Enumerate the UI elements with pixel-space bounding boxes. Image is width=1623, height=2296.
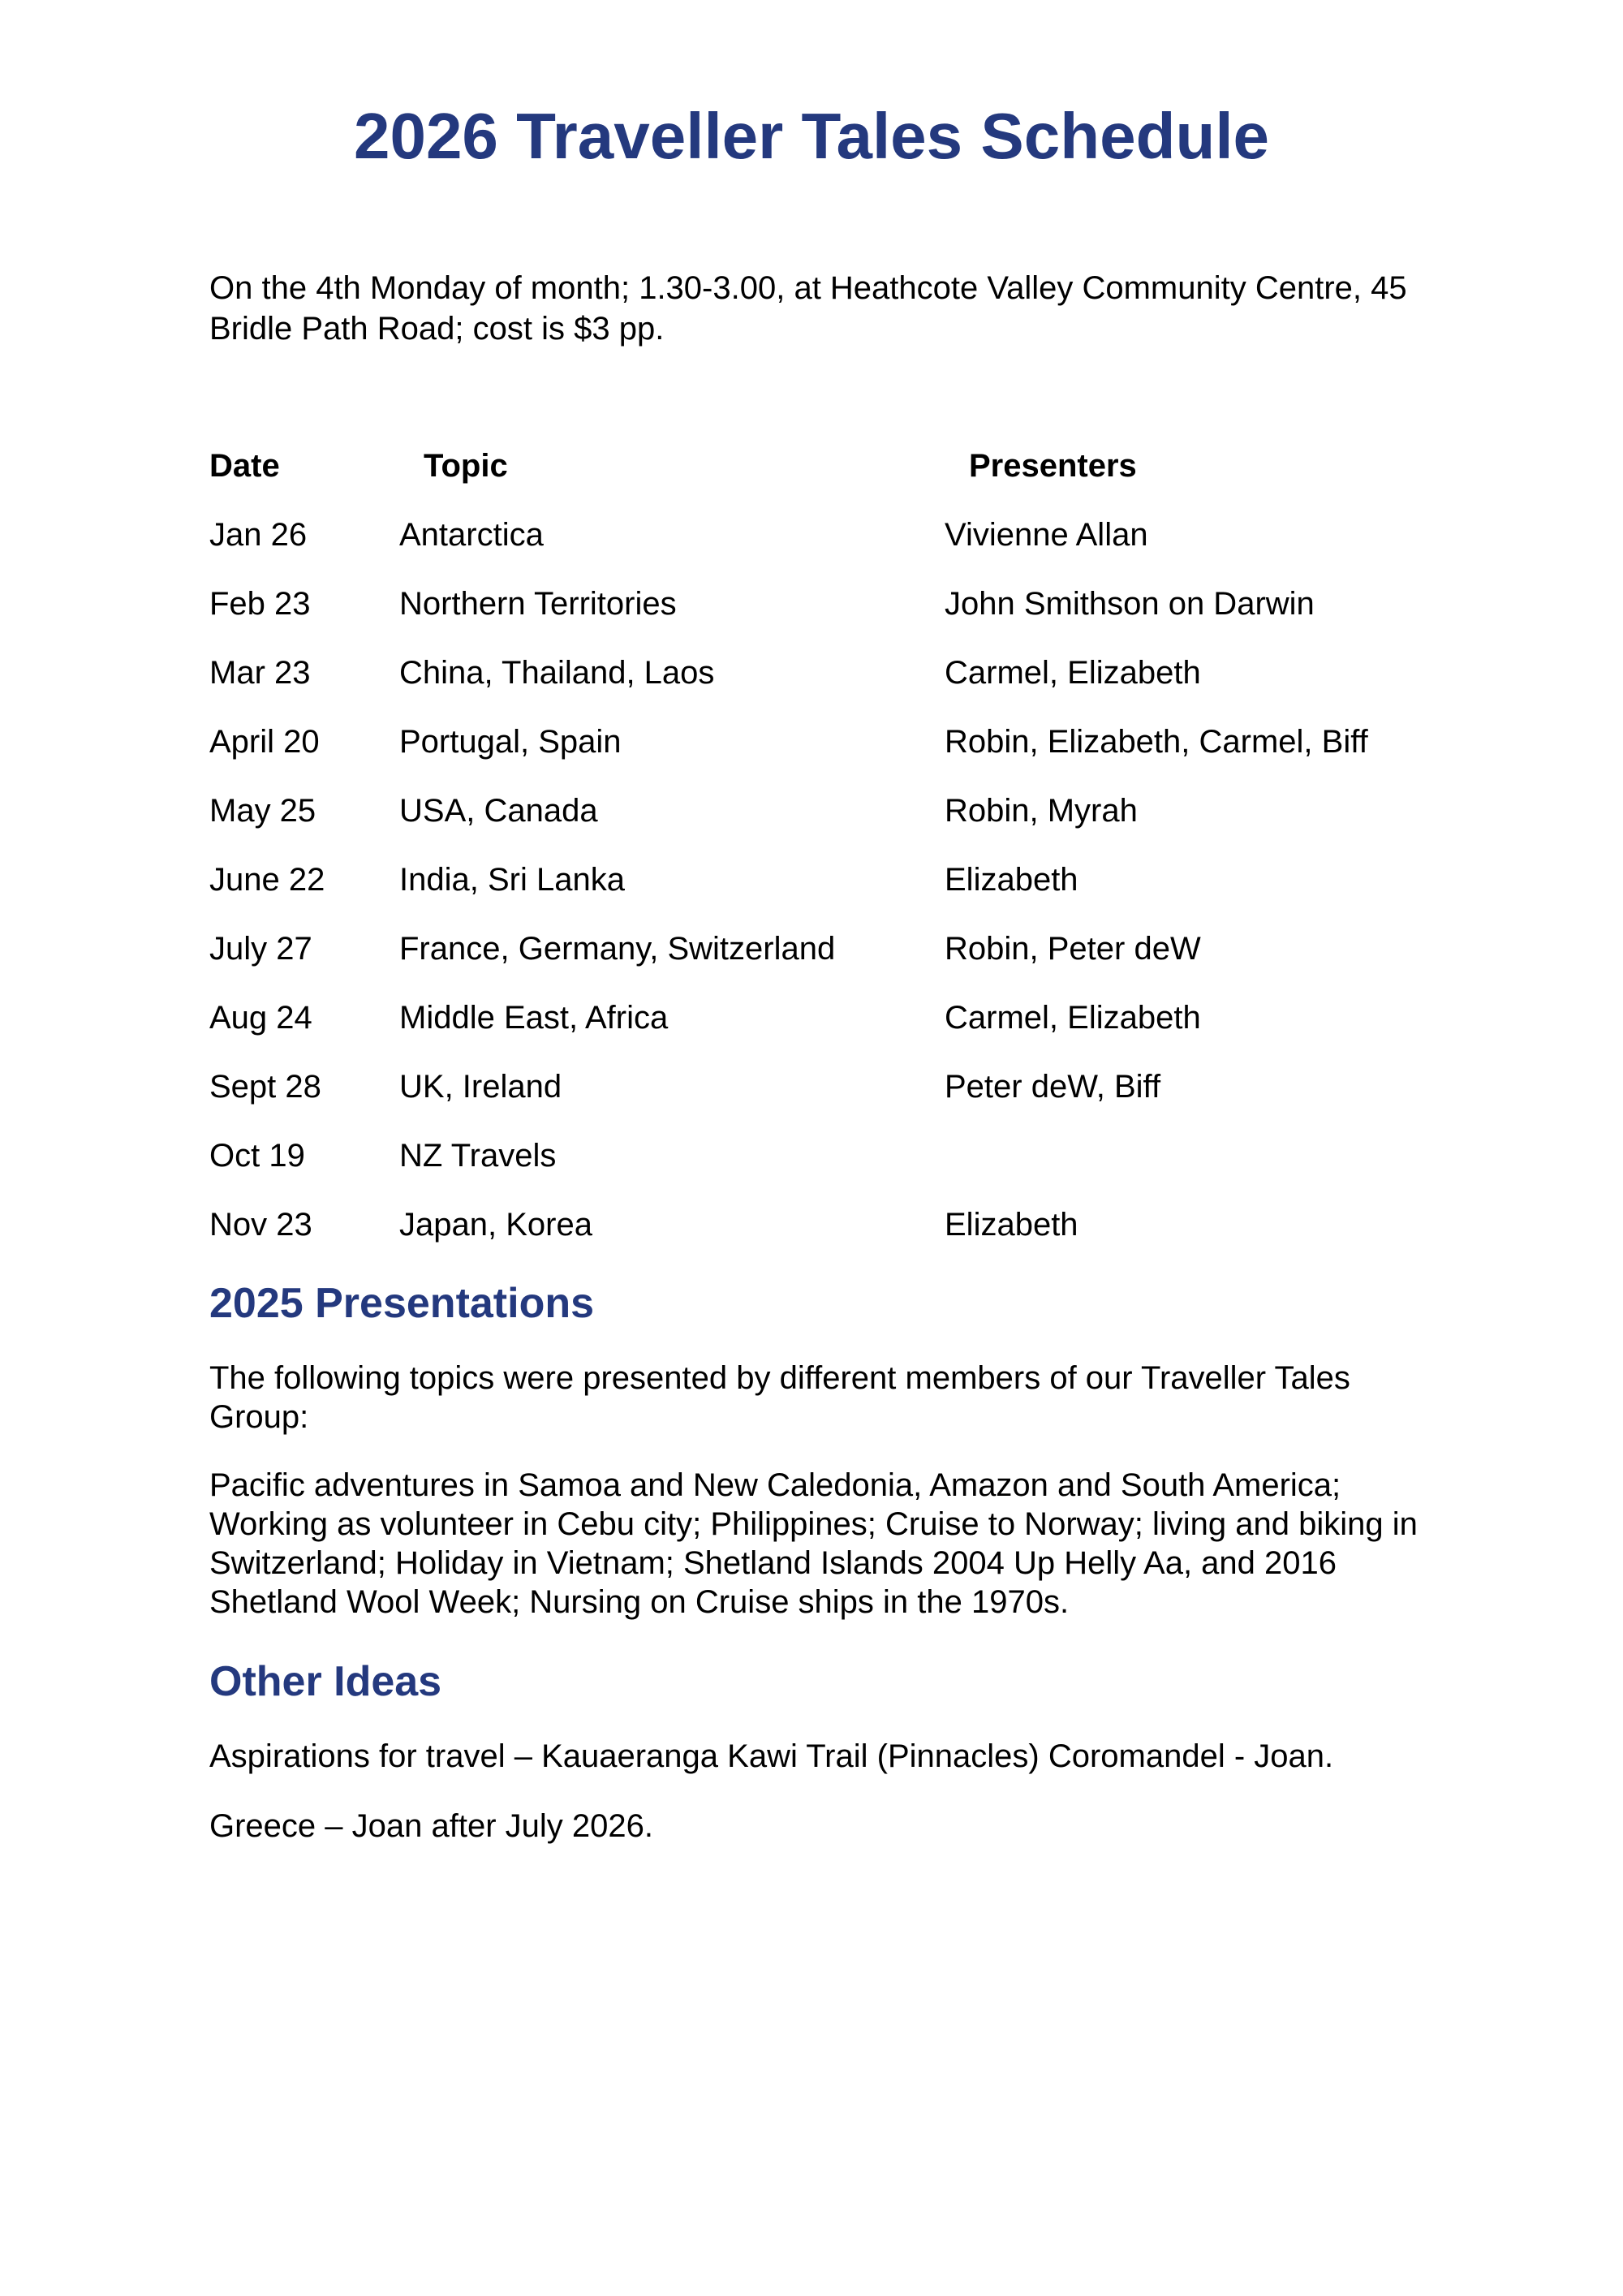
row-topic: NZ Travels xyxy=(399,1138,557,1174)
row-presenters: Elizabeth xyxy=(945,1207,1078,1243)
row-topic: Portugal, Spain xyxy=(399,724,622,760)
row-presenters: Robin, Elizabeth, Carmel, Biff xyxy=(945,724,1368,760)
row-topic: Japan, Korea xyxy=(399,1207,592,1243)
row-topic: UK, Ireland xyxy=(399,1069,562,1105)
table-row xyxy=(209,1000,1427,1069)
row-presenters: Robin, Myrah xyxy=(945,793,1138,829)
table-row xyxy=(209,862,1427,931)
row-topic: USA, Canada xyxy=(399,793,598,829)
header-presenters: Presenters xyxy=(969,448,1137,484)
header-topic: Topic xyxy=(424,448,508,484)
presentations-2025-intro: The following topics were presented by different members of our Traveller Tales Group: xyxy=(209,1360,1350,1435)
row-date: Sept 28 xyxy=(209,1069,321,1105)
table-row xyxy=(209,1138,1427,1207)
row-topic: Northern Territories xyxy=(399,586,677,622)
row-date: Aug 24 xyxy=(209,1000,312,1036)
other-idea-item: Greece – Joan after July 2026. xyxy=(209,1808,653,1844)
intro-text: On the 4th Monday of month; 1.30-3.00, at Heathcote Valley Community Centre, 45 Bridle Path Road; cost is $3 pp. xyxy=(209,270,1407,347)
row-presenters: Carmel, Elizabeth xyxy=(945,655,1201,691)
schedule-table xyxy=(209,448,1427,1243)
table-row xyxy=(209,931,1427,1000)
presentations-2025-topics: Pacific adventures in Samoa and New Caledonia, Amazon and South America; Working as volunteer in Cebu city; Philippines; Cruise to Norway; living and biking in Switzerland; Holiday in Vietnam; Shetland Islands 2004 Up Helly Aa, and 2016 Shetland Wool Week; Nursing on Cruise ships in the 1970s. xyxy=(209,1467,1418,1620)
row-presenters: Peter deW, Biff xyxy=(945,1069,1161,1105)
row-date: Mar 23 xyxy=(209,655,311,691)
header-date: Date xyxy=(209,448,280,484)
row-presenters: John Smithson on Darwin xyxy=(945,586,1315,622)
page-title: 2026 Traveller Tales Schedule xyxy=(353,100,1270,172)
row-date: April 20 xyxy=(209,724,320,760)
table-row xyxy=(209,724,1427,793)
row-presenters: Robin, Peter deW xyxy=(945,931,1201,967)
row-topic: China, Thailand, Laos xyxy=(399,655,715,691)
row-date: June 22 xyxy=(209,862,325,898)
table-row xyxy=(209,586,1427,655)
schedule-rows xyxy=(209,517,1427,1276)
other-idea-item: Aspirations for travel – Kauaeranga Kawi Trail (Pinnacles) Coromandel - Joan. xyxy=(209,1738,1334,1774)
row-date: Jan 26 xyxy=(209,517,308,553)
row-presenters: Elizabeth xyxy=(945,862,1078,898)
presentations-2025-heading: 2025 Presentations xyxy=(209,1280,595,1327)
table-row xyxy=(209,517,1427,586)
schedule-header-row xyxy=(209,448,1427,497)
row-topic: India, Sri Lanka xyxy=(399,862,625,898)
row-date: Oct 19 xyxy=(209,1138,305,1174)
table-row xyxy=(209,655,1427,724)
table-row xyxy=(209,1207,1427,1276)
table-row xyxy=(209,793,1427,862)
row-presenters: Vivienne Allan xyxy=(945,517,1148,553)
row-date: Feb 23 xyxy=(209,586,311,622)
row-topic: France, Germany, Switzerland xyxy=(399,931,836,967)
row-presenters: Carmel, Elizabeth xyxy=(945,1000,1201,1036)
row-topic: Middle East, Africa xyxy=(399,1000,669,1036)
other-ideas-heading: Other Ideas xyxy=(209,1658,442,1705)
table-row xyxy=(209,1069,1427,1138)
row-topic: Antarctica xyxy=(399,517,544,553)
row-date: May 25 xyxy=(209,793,316,829)
row-date: Nov 23 xyxy=(209,1207,312,1243)
row-date: July 27 xyxy=(209,931,312,967)
